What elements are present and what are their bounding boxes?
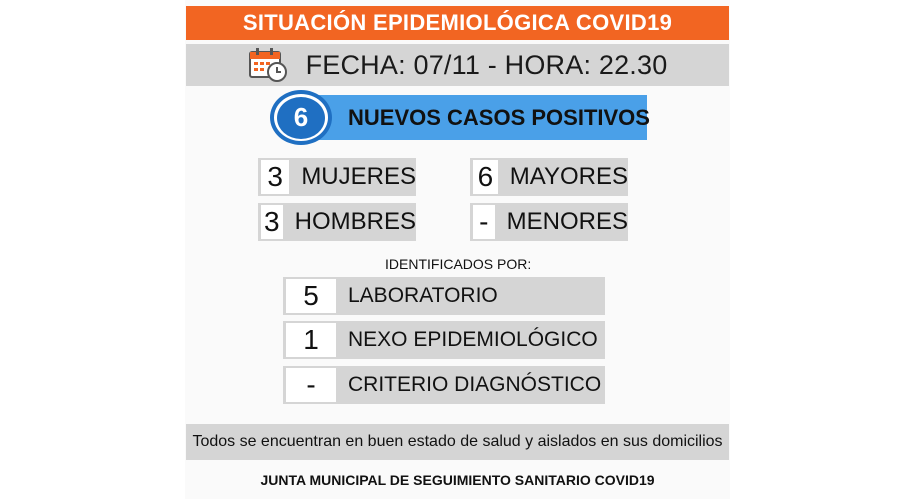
- health-status-note: Todos se encuentran en buen estado de salud y aislados en sus domicilios: [186, 424, 729, 460]
- stat-men: [258, 203, 416, 241]
- calendar-clock-icon: [248, 47, 288, 83]
- identified-by-heading: IDENTIFICADOS POR:: [385, 256, 532, 272]
- stat-men-count: 3: [261, 205, 283, 239]
- stat-men-label: HOMBRES: [294, 208, 416, 235]
- organization-name: JUNTA MUNICIPAL DE SEGUIMIENTO SANITARIO COVID19: [260, 472, 655, 488]
- stat-women-count: 3: [261, 160, 289, 194]
- identified-nexus-count: 1: [286, 323, 336, 357]
- stat-adults-label: MAYORES: [509, 163, 628, 190]
- new-cases-count: 6: [277, 97, 325, 139]
- identified-row-lab: [283, 277, 605, 315]
- stat-adults: [470, 158, 628, 196]
- date-time-bar: [186, 44, 729, 86]
- stat-adults-count: 6: [473, 160, 498, 194]
- stat-minors-count: -: [473, 205, 495, 239]
- new-cases-label: NUEVOS CASOS POSITIVOS: [348, 104, 650, 130]
- date-time-text: FECHA: 07/11 - HORA: 22.30: [305, 49, 668, 80]
- stat-minors-label: MENORES: [506, 208, 628, 235]
- identified-lab-label: LABORATORIO: [348, 284, 498, 307]
- stat-women: [258, 158, 416, 196]
- identified-nexus-label: NEXO EPIDEMIOLÓGICO: [348, 328, 598, 351]
- identified-criteria-count: -: [286, 368, 336, 402]
- new-cases-badge: [270, 90, 332, 145]
- stat-women-label: MUJERES: [301, 163, 416, 190]
- report-title: SITUACIÓN EPIDEMIOLÓGICA COVID19: [186, 6, 729, 40]
- stat-minors: [470, 203, 628, 241]
- identified-criteria-label: CRITERIO DIAGNÓSTICO: [348, 373, 602, 396]
- identified-lab-count: 5: [286, 279, 336, 313]
- identified-row-criteria: [283, 366, 605, 404]
- identified-row-nexus: [283, 321, 605, 359]
